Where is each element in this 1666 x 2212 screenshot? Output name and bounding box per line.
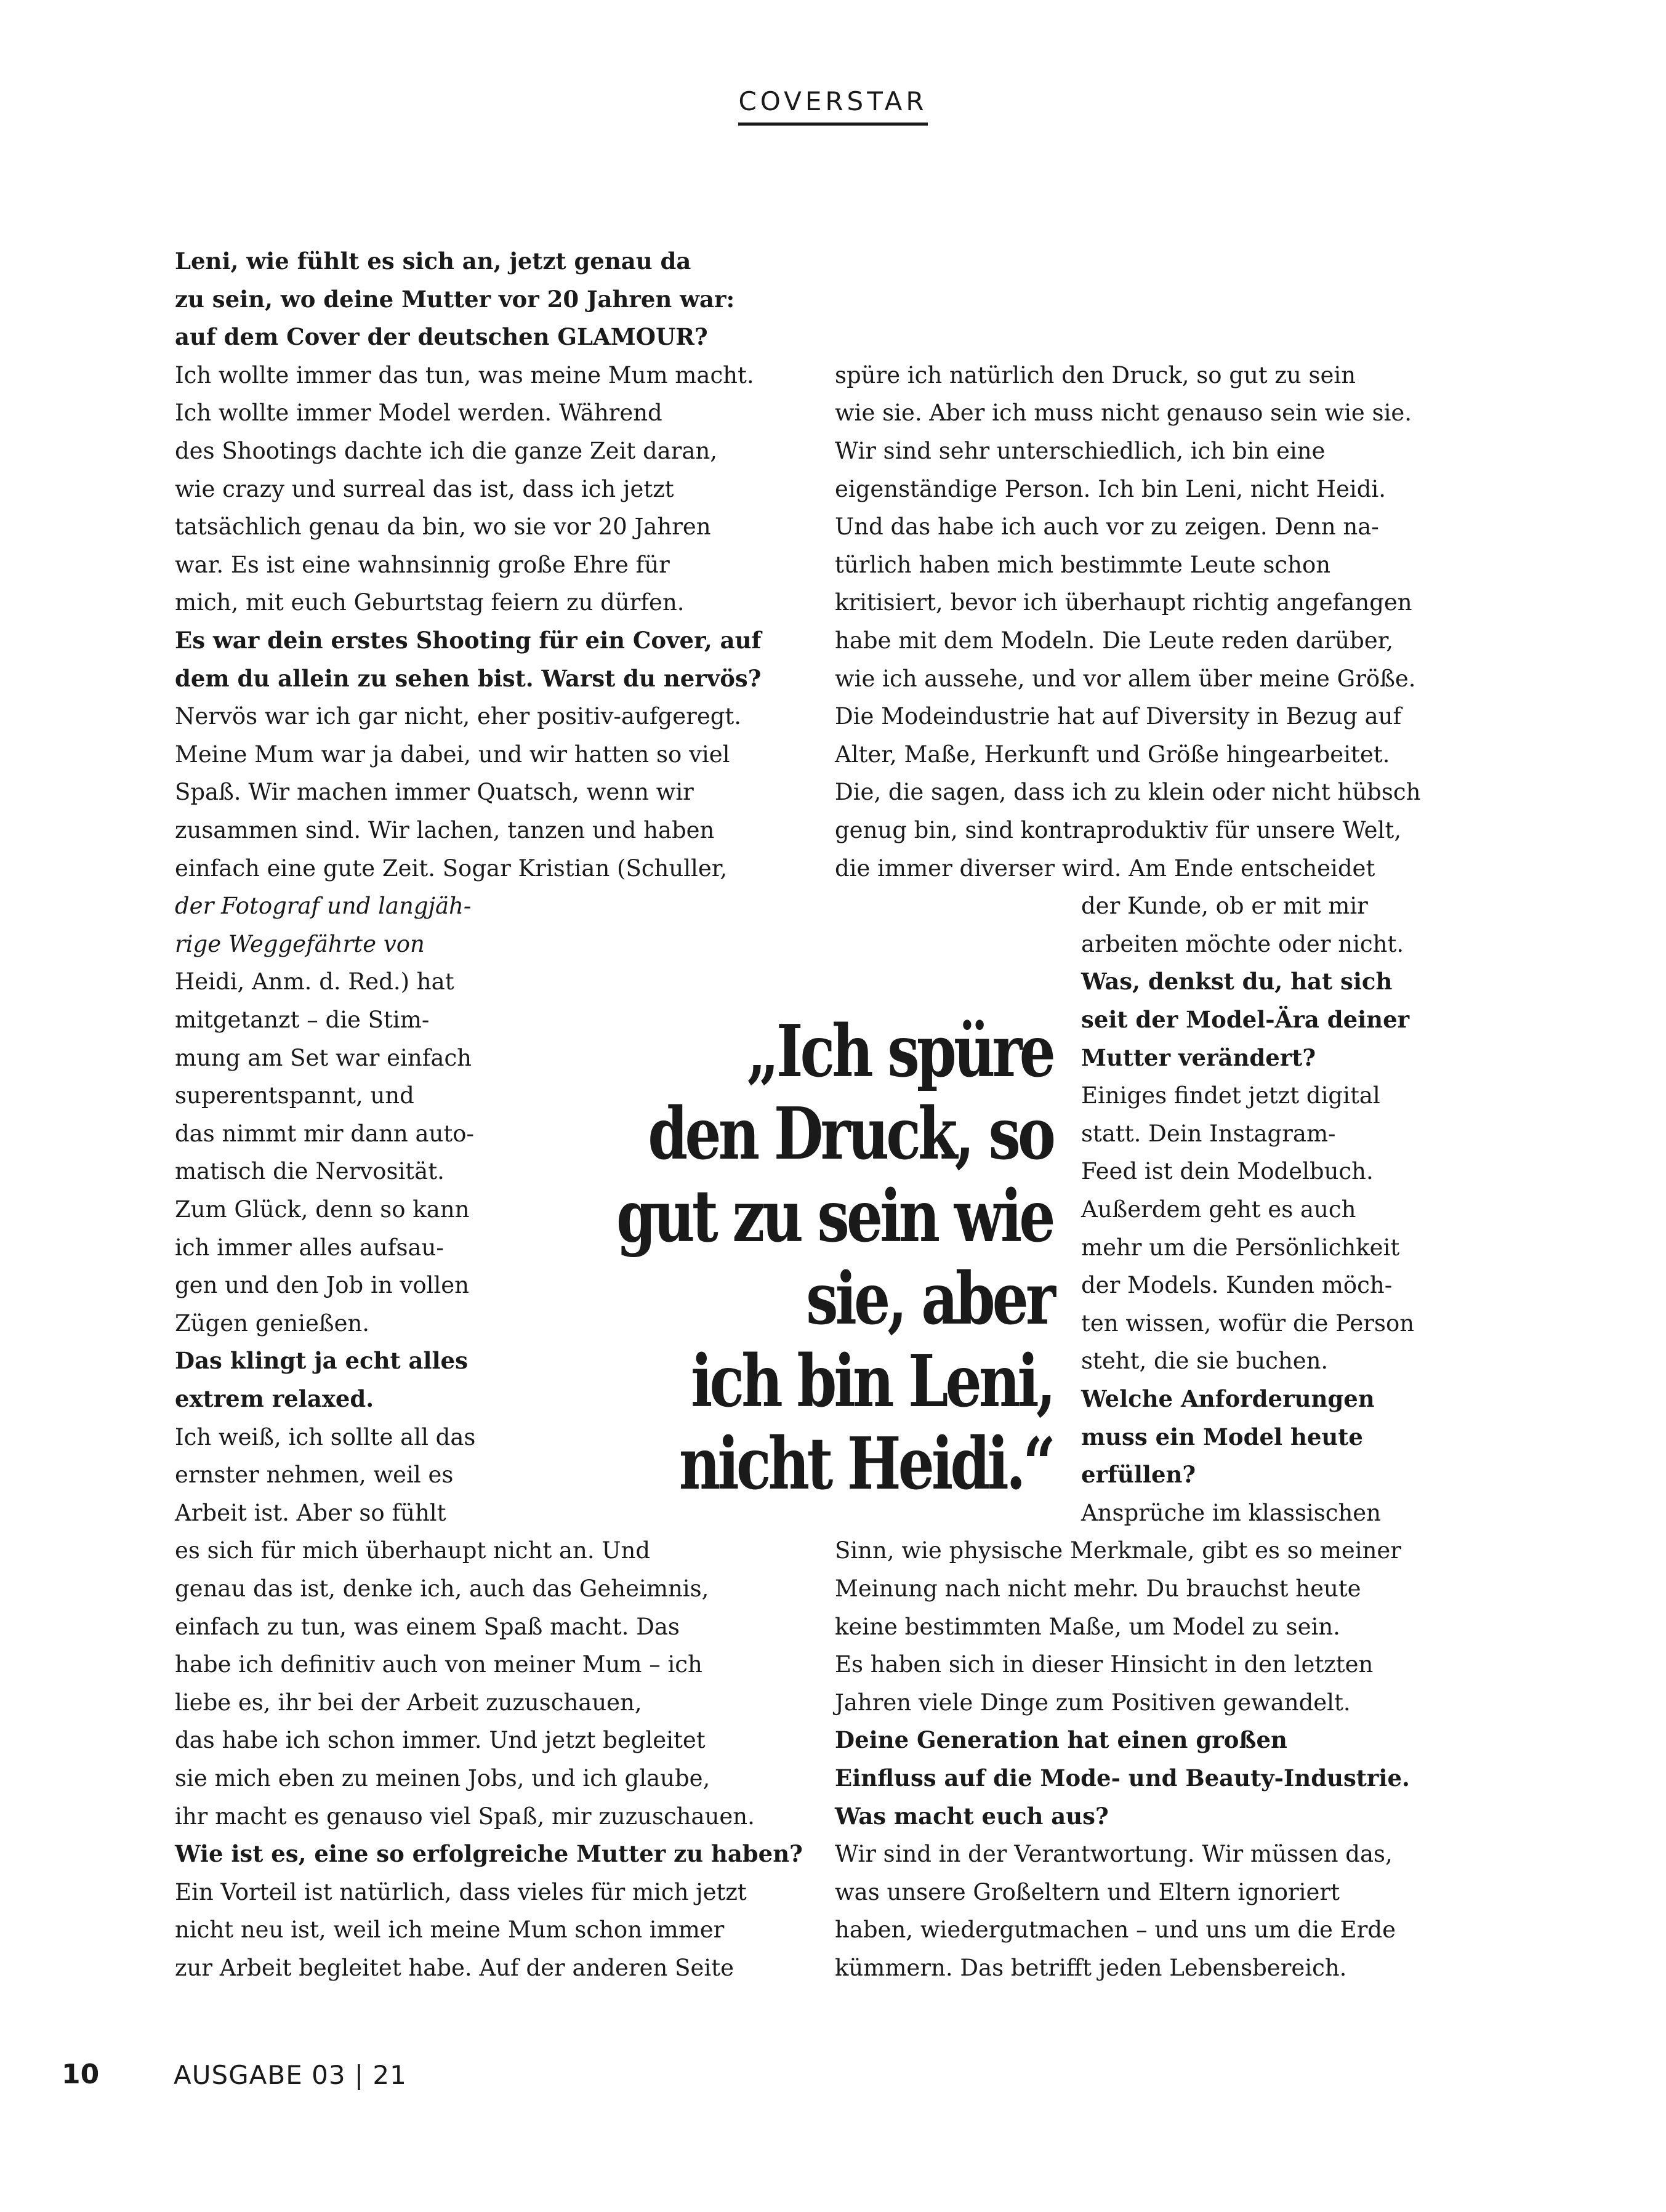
left-column-line: Nervös war ich gar nicht, eher positiv-aufgeregt. — [175, 703, 742, 730]
left-column-line: liebe es, ihr bei der Arbeit zuzuschauen, — [175, 1689, 642, 1716]
section-title: COVERSTAR — [738, 86, 927, 126]
right-column-line: Es haben sich in dieser Hinsicht in den letzten — [835, 1651, 1374, 1678]
left-column-line: Wie ist es, eine so erfolgreiche Mutter zu haben? — [175, 1840, 803, 1868]
left-column-line: Arbeit ist. Aber so fühlt — [175, 1499, 446, 1526]
left-column-line: mung am Set war einfach — [175, 1044, 472, 1071]
pull-quote-line: den Druck, so — [648, 1092, 1053, 1176]
left-column-line: ich immer alles aufsau- — [175, 1234, 444, 1261]
page-number: 10 — [62, 2059, 100, 2090]
left-column-line: sie mich eben zu meinen Jobs, und ich glaube, — [175, 1765, 710, 1792]
issue-label: AUSGABE 03 | 21 — [174, 2060, 407, 2090]
right-column-line: muss ein Model heute — [1081, 1423, 1363, 1450]
pull-quote — [542, 1010, 1053, 1521]
left-column-line: gen und den Job in vollen — [175, 1272, 470, 1299]
right-column-line: haben, wiedergutmachen – und uns um die Erde — [835, 1916, 1396, 1944]
left-column-line: Zügen genießen. — [175, 1309, 370, 1337]
left-column-line: ihr macht es genauso viel Spaß, mir zuzuschauen. — [175, 1803, 755, 1830]
right-column-line: Und das habe ich auch vor zu zeigen. Denn na- — [835, 513, 1379, 541]
left-column-line: superentspannt, und — [175, 1082, 414, 1109]
left-column-line: Ich weiß, ich sollte all das — [175, 1423, 476, 1450]
right-column-line: kritisiert, bevor ich überhaupt richtig angefangen — [835, 589, 1412, 616]
left-column-line: nicht neu ist, weil ich meine Mum schon immer — [175, 1916, 725, 1944]
right-column-line: der Kunde, ob er mit mir — [1081, 893, 1368, 920]
right-column-line: die immer diverser wird. Am Ende entscheidet — [835, 855, 1375, 882]
right-column-line: habe mit dem Modeln. Die Leute reden darüber, — [835, 627, 1394, 654]
right-column-line: mehr um die Persönlichkeit — [1081, 1234, 1400, 1261]
left-column-line: Zum Glück, denn so kann — [175, 1196, 470, 1223]
right-column-line: eigenständige Person. Ich bin Leni, nicht Heidi. — [835, 475, 1386, 502]
pull-quote-line: nicht Heidi.“ — [678, 1422, 1053, 1506]
left-column-line: mich, mit euch Geburtstag feiern zu dürfen. — [175, 589, 685, 616]
pull-quote-line: „Ich spüre — [746, 1010, 1053, 1093]
left-column-line: rige Weggefährte von — [175, 930, 425, 957]
left-column-line: matisch die Nervosität. — [175, 1158, 445, 1185]
left-column-line: das habe ich schon immer. Und jetzt begleitet — [175, 1727, 706, 1754]
left-column-line: tatsächlich genau da bin, wo sie vor 20 Jahren — [175, 513, 711, 541]
left-column-line: Ich wollte immer das tun, was meine Mum macht. — [175, 361, 754, 388]
right-column-line: wie ich aussehe, und vor allem über meine Größe. — [835, 665, 1416, 692]
right-column-line: Welche Anforderungen — [1081, 1385, 1375, 1412]
right-column-line: Mutter verändert? — [1081, 1044, 1316, 1071]
right-column-line: Außerdem geht es auch — [1081, 1196, 1356, 1223]
right-column-line: Wir sind in der Verantwortung. Wir müssen das, — [835, 1841, 1393, 1868]
left-column-line: zusammen sind. Wir lachen, tanzen und haben — [175, 817, 715, 843]
right-column-line: Die Modeindustrie hat auf Diversity in Bezug auf — [835, 703, 1402, 730]
left-column-line: dem du allein zu sehen bist. Warst du nervös? — [175, 664, 762, 692]
right-column-line: Sinn, wie physische Merkmale, gibt es so meiner — [835, 1537, 1401, 1564]
left-column-line: ernster nehmen, weil es — [175, 1462, 454, 1489]
left-column-line: zu sein, wo deine Mutter vor 20 Jahren war: — [175, 285, 735, 313]
left-column-line: Meine Mum war ja dabei, und wir hatten so viel — [175, 741, 730, 768]
left-column-line: der Fotograf und langjäh- — [175, 893, 472, 920]
right-column-line: Jahren viele Dinge zum Positiven gewandelt. — [835, 1689, 1351, 1716]
left-column-line: Spaß. Wir machen immer Quatsch, wenn wir — [175, 779, 694, 806]
right-column-line: der Models. Kunden möch- — [1081, 1272, 1393, 1299]
right-column-line: steht, die sie buchen. — [1081, 1348, 1329, 1375]
right-column-line: Die, die sagen, dass ich zu klein oder nicht hübsch — [835, 779, 1421, 806]
left-column-line: war. Es ist eine wahnsinnig große Ehre für — [175, 551, 670, 578]
left-column-line: Leni, wie fühlt es sich an, jetzt genau da — [175, 247, 691, 275]
right-column-line: erfüllen? — [1081, 1461, 1196, 1489]
left-column-line: einfach eine gute Zeit. Sogar Kristian (Schuller, — [175, 855, 728, 882]
pull-quote-line: gut zu sein wie — [616, 1175, 1053, 1258]
right-column-line: arbeiten möchte oder nicht. — [1081, 930, 1404, 957]
left-column-line: Ich wollte immer Model werden. Während — [175, 400, 662, 427]
left-column-line: Es war dein erstes Shooting für ein Cover, auf — [175, 627, 762, 654]
right-column-line: wie sie. Aber ich muss nicht genauso sein wie sie. — [835, 400, 1412, 427]
left-column-line: extrem relaxed. — [175, 1385, 374, 1412]
right-column-line: Was, denkst du, hat sich — [1081, 968, 1393, 995]
right-column-line: Einfluss auf die Mode- und Beauty-Industrie. — [835, 1764, 1410, 1792]
right-column-line: kümmern. Das betrifft jeden Lebensbereich. — [835, 1955, 1347, 1981]
right-column-line: keine bestimmten Maße, um Model zu sein. — [835, 1613, 1340, 1640]
right-column-line: Deine Generation hat einen großen — [835, 1726, 1287, 1754]
right-column-line: Einiges findet jetzt digital — [1081, 1082, 1380, 1109]
right-column-line: Meinung nach nicht mehr. Du brauchst heute — [835, 1575, 1361, 1602]
left-column-line: einfach zu tun, was einem Spaß macht. Das — [175, 1613, 680, 1640]
left-column-line: mitgetanzt – die Stim- — [175, 1007, 430, 1033]
right-column-line: Wir sind sehr unterschiedlich, ich bin eine — [835, 438, 1326, 464]
right-column-line: spüre ich natürlich den Druck, so gut zu sein — [835, 361, 1356, 388]
right-column-line: ten wissen, wofür die Person — [1081, 1309, 1415, 1337]
pull-quote-line: ich bin Leni, — [690, 1340, 1053, 1423]
right-column-line: Feed ist dein Modelbuch. — [1081, 1158, 1374, 1185]
left-column-line: genau das ist, denke ich, auch das Geheimnis, — [175, 1575, 709, 1602]
right-column-line: statt. Dein Instagram- — [1081, 1120, 1336, 1147]
right-column-line: türlich haben mich bestimmte Leute schon — [835, 551, 1331, 578]
left-column-line: zur Arbeit begleitet habe. Auf der anderen Seite — [175, 1955, 734, 1981]
right-column-line: seit der Model-Ära deiner — [1081, 1006, 1410, 1033]
right-column-line: genug bin, sind kontraproduktiv für unsere Welt, — [835, 817, 1401, 843]
right-column-line: Ansprüche im klassischen — [1081, 1499, 1382, 1526]
left-column-line: habe ich definitiv auch von meiner Mum – ich — [175, 1651, 702, 1678]
left-column-line: wie crazy und surreal das ist, dass ich jetzt — [175, 475, 674, 502]
left-column-line: Das klingt ja echt alles — [175, 1347, 468, 1375]
right-column-line: Was macht euch aus? — [835, 1802, 1109, 1830]
left-column-line: das nimmt mir dann auto- — [175, 1120, 475, 1147]
right-column-line: Alter, Maße, Herkunft und Größe hingearbeitet. — [835, 741, 1390, 768]
right-column-line: was unsere Großeltern und Eltern ignoriert — [835, 1878, 1340, 1905]
section-label — [0, 86, 1666, 116]
left-column-line: Heidi, Anm. d. Red.) hat — [175, 968, 454, 995]
pull-quote-line: sie, aber — [806, 1257, 1053, 1341]
left-column-line: auf dem Cover der deutschen GLAMOUR? — [175, 323, 708, 351]
left-column-line: Ein Vorteil ist natürlich, dass vieles für mich jetzt — [175, 1878, 747, 1905]
left-column-line: es sich für mich überhaupt nicht an. Und — [175, 1537, 651, 1564]
left-column-line: des Shootings dachte ich die ganze Zeit daran, — [175, 438, 718, 464]
